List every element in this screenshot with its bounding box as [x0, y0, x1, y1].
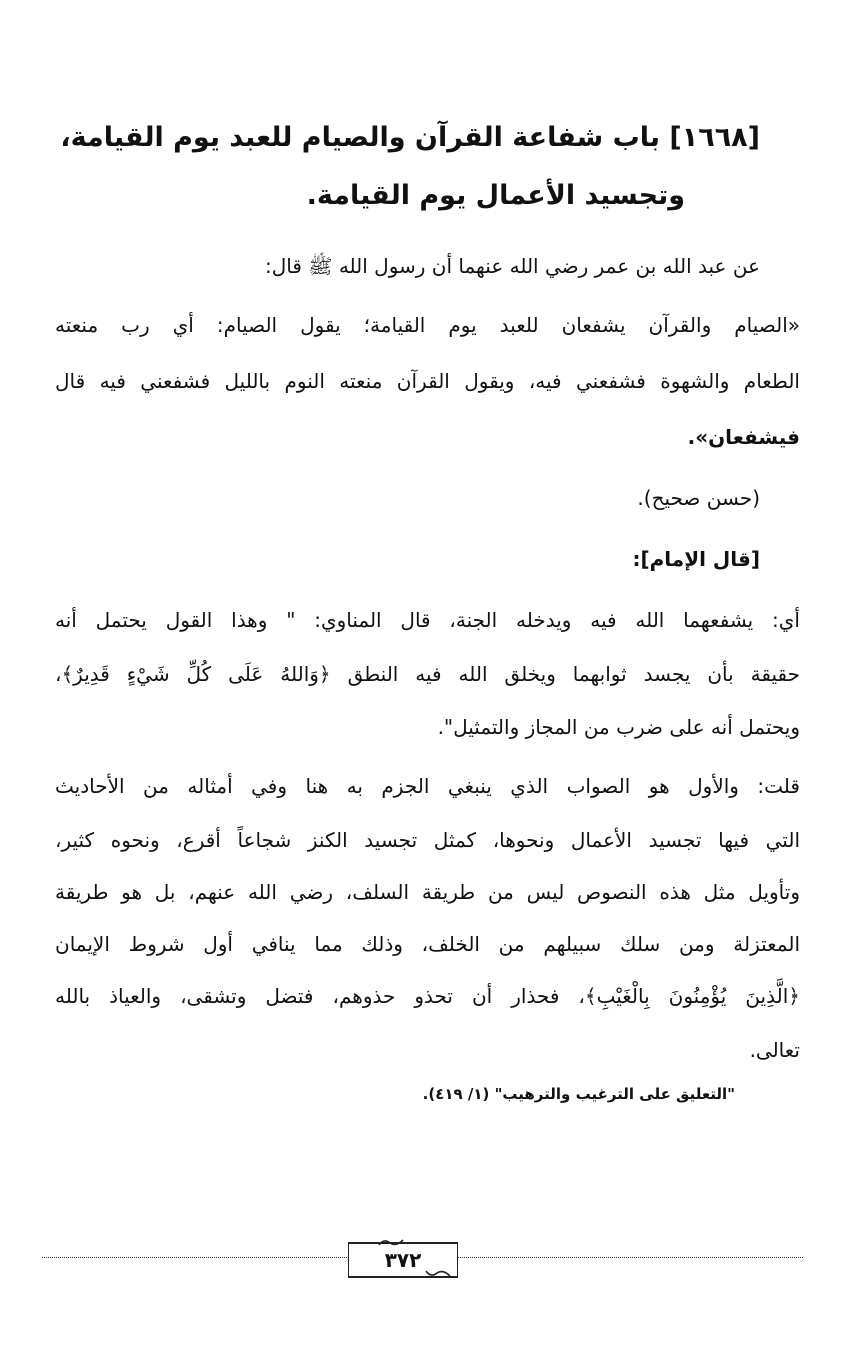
page-number: ٣٧٢ — [348, 1242, 458, 1278]
chapter-title-line-1: [١٦٦٨] باب شفاعة القرآن والصيام للعبد يوم القيامة، — [60, 122, 760, 153]
imam-heading: [قال الإمام]: — [632, 547, 760, 571]
hadith-text-line: الطعام والشهوة فشفعني فيه، ويقول القرآن منعته النوم بالليل فشفعني فيه قال — [55, 369, 800, 393]
hadith-intro: عن عبد الله بن عمر رضي الله عنهما أن رسول الله ﷺ قال: — [265, 254, 760, 278]
commentary-line: المعتزلة ومن سلك سبيلهم من الخلف، وذلك مما ينافي أول شروط الإيمان — [55, 932, 800, 956]
commentary-line: حقيقة بأن يجسد ثوابهما ويخلق الله فيه النطق ﴿وَاللهُ عَلَى كُلِّ شَيْءٍ قَدِيرٌ﴾، — [55, 662, 800, 686]
commentary-line: تعالى. — [749, 1038, 800, 1062]
commentary-line: ﴿الَّذِينَ يُؤْمِنُونَ بِالْغَيْبِ﴾، فحذار أن تحذو حذوهم، فتضل وتشقى، والعياذ بالله — [55, 984, 800, 1008]
chapter-title-line-2: وتجسيد الأعمال يوم القيامة. — [306, 180, 685, 211]
hadith-text-line: فيشفعان». — [687, 425, 800, 449]
commentary-line: ويحتمل أنه على ضرب من المجاز والتمثيل". — [437, 715, 800, 739]
commentary-line: التي فيها تجسيد الأعمال ونحوها، كمثل تجسيد الكنز شجاعاً أقرع، ونحوه كثير، — [55, 828, 800, 852]
ornament-icon — [425, 1268, 451, 1278]
commentary-line: قلت: والأول هو الصواب الذي ينبغي الجزم به هنا وفي أمثاله من الأحاديث — [55, 774, 800, 798]
commentary-line: أي: يشفعهما الله فيه ويدخله الجنة، قال المناوي: " وهذا القول يحتمل أنه — [55, 608, 800, 632]
hadith-grading: (حسن صحيح). — [637, 486, 760, 510]
footer-divider-left — [42, 1257, 347, 1258]
commentary-line: وتأويل مثل هذه النصوص ليس من طريقة السلف، رضي الله عنهم، بل هو طريقة — [55, 880, 800, 904]
hadith-text-line: «الصيام والقرآن يشفعان للعبد يوم القيامة؛ يقول الصيام: أي رب منعته — [55, 313, 800, 337]
footer-divider-right — [458, 1257, 803, 1258]
source-reference: "التعليق على الترغيب والترهيب" (١/ ٤١٩). — [422, 1085, 735, 1103]
